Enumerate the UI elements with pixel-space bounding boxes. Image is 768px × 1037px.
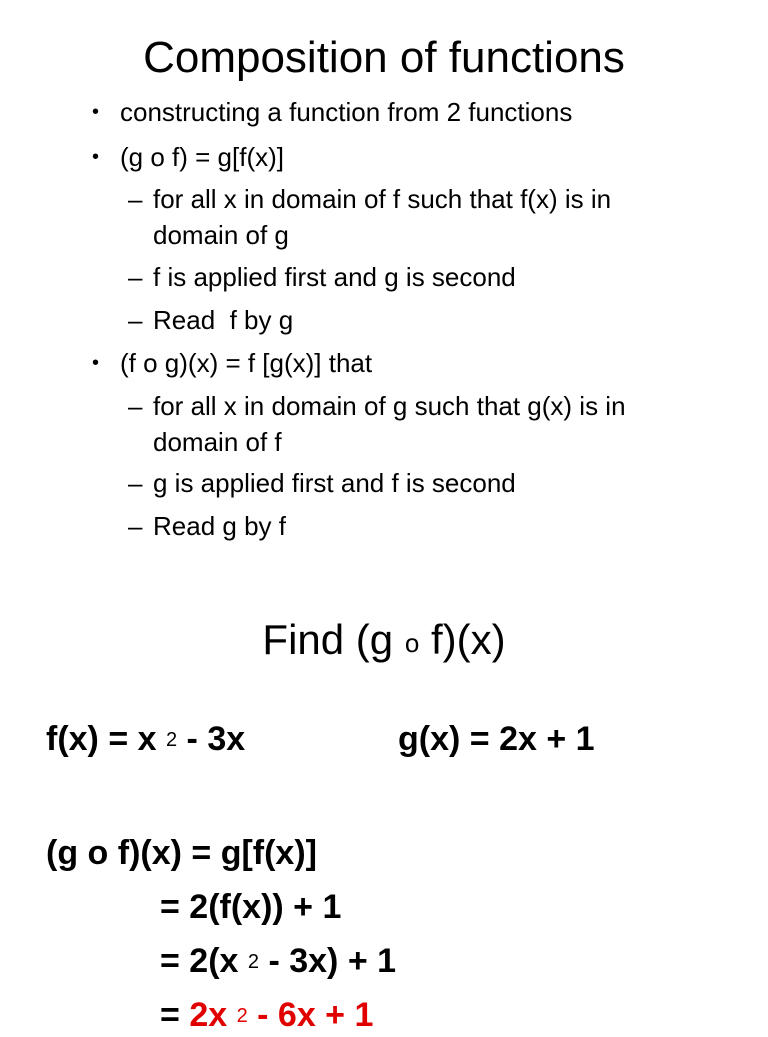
dash-marker: – <box>128 511 143 541</box>
list-item-text: (g o f) = g[f(x)] <box>120 142 284 172</box>
sub-list-item-text: for all x in domain of f such that f(x) is in <box>153 184 612 214</box>
work-line-4 <box>160 994 373 1037</box>
bullet-marker: • <box>92 352 100 374</box>
final-answer <box>189 996 373 1034</box>
work-line-3-left: = 2(x <box>160 942 248 980</box>
list-item-text: constructing a function from 2 functions <box>120 97 573 127</box>
sub-list-item-text: for all x in domain of g such that g(x) is in <box>153 391 626 421</box>
final-answer-left: 2x <box>189 996 237 1034</box>
bullet-marker: • <box>92 146 100 168</box>
final-answer-right: - 6x + 1 <box>247 996 374 1034</box>
f-definition-right: - 3x <box>177 720 246 758</box>
find-heading-prefix: Find (g <box>262 616 405 663</box>
g-definition: g(x) = 2x + 1 <box>398 720 595 758</box>
work-line-3-right: - 3x) + 1 <box>259 942 397 980</box>
dash-marker: – <box>128 391 143 421</box>
slide-title: Composition of functions <box>143 33 625 82</box>
sub-list-item-text-continued: domain of f <box>153 427 282 457</box>
f-definition-left: f(x) = x <box>46 720 166 758</box>
work-line-3-exponent: 2 <box>247 951 260 973</box>
dash-marker: – <box>128 262 143 292</box>
sub-list-item-text: f is applied first and g is second <box>153 262 516 292</box>
sub-list-item-text: Read g by f <box>153 511 286 541</box>
sub-list-item-text: Read f by g <box>153 305 294 335</box>
composition-operator: o <box>404 628 420 658</box>
find-heading-suffix: f)(x) <box>419 616 506 663</box>
f-definition <box>46 718 245 761</box>
final-answer-exponent: 2 <box>236 1005 248 1027</box>
work-line-4-equals: = <box>160 996 190 1034</box>
work-line-1: (g o f)(x) = g[f(x)] <box>46 834 317 872</box>
bullet-marker: • <box>92 101 100 123</box>
work-line-3 <box>160 940 396 983</box>
find-heading <box>0 614 768 669</box>
dash-marker: – <box>128 305 143 335</box>
sub-list-item-text: g is applied first and f is second <box>153 468 516 498</box>
sub-list-item-text-continued: domain of g <box>153 220 289 250</box>
dash-marker: – <box>128 468 143 498</box>
f-exponent: 2 <box>165 729 178 751</box>
dash-marker: – <box>128 184 143 214</box>
work-line-2: = 2(f(x)) + 1 <box>160 888 342 926</box>
list-item-text: (f o g)(x) = f [g(x)] that <box>120 348 373 378</box>
